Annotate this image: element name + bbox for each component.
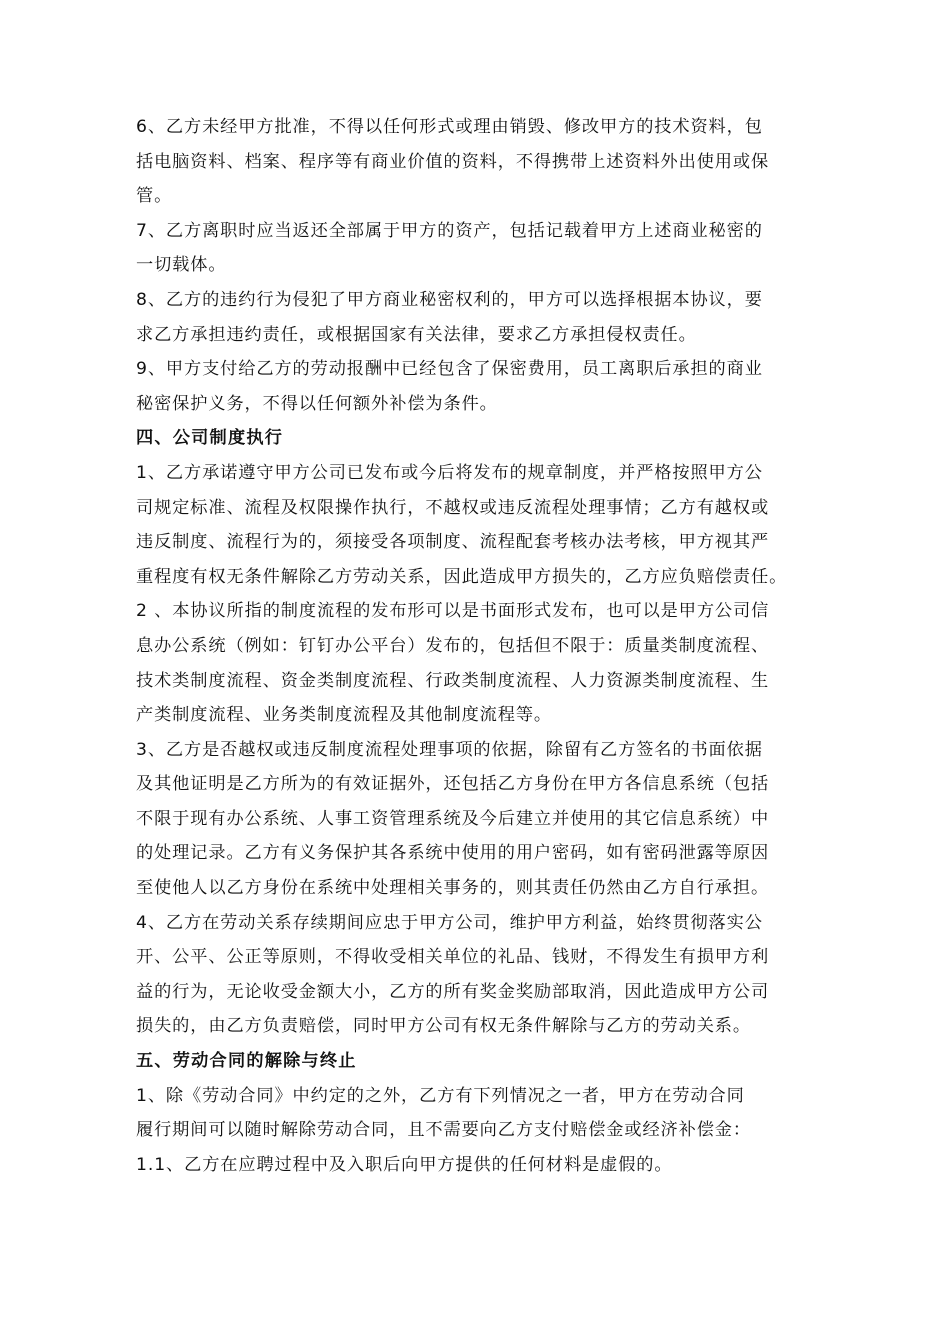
text-line: 1、除《劳动合同》中约定的之外，乙方有下列情况之一者，甲方在劳动合同 [136,1085,745,1106]
text-line: 一切载体。 [136,255,227,276]
text-line: 违反制度、流程行为的，须接受各项制度、流程配套考核办法考核，甲方视其严 [136,532,770,553]
text-line: 9、甲方支付给乙方的劳动报酬中已经包含了保密费用，员工离职后承担的商业 [136,359,763,380]
section-heading-contract-termination: 五、劳动合同的解除与终止 [136,1051,357,1072]
text-line: 求乙方承担违约责任，或根据国家有关法律，要求乙方承担侵权责任。 [136,324,697,345]
text-line: 6、乙方未经甲方批准，不得以任何形式或理由销毁、修改甲方的技术资料，包 [136,117,763,137]
text-line: 7、乙方离职时应当返还全部属于甲方的资产，包括记载着甲方上述商业秘密的 [136,220,763,241]
text-line: 息办公系统（例如：钉钉办公平台）发布的，包括但不限于：质量类制度流程、 [136,635,770,656]
text-line: 3、乙方是否越权或违反制度流程处理事项的依据，除留有乙方签名的书面依据 [136,739,763,760]
text-line: 管。 [136,186,173,207]
text-line: 至使他人以乙方身份在系统中处理相关事务的，则其责任仍然由乙方自行承担。 [136,878,770,899]
text-line: 2 、本协议所指的制度流程的发布形可以是书面形式发布，也可以是甲方公司信 [136,601,770,622]
text-line: 益的行为，无论收受金额大小，乙方的所有奖金奖励部取消，因此造成甲方公司 [136,981,770,1002]
text-line: 1.1、乙方在应聘过程中及入职后向甲方提供的任何材料是虚假的。 [136,1154,673,1175]
text-line: 技术类制度流程、资金类制度流程、行政类制度流程、人力资源类制度流程、生 [136,670,770,691]
text-line: 开、公平、公正等原则，不得收受相关单位的礼品、钱财，不得发生有损甲方利 [136,947,770,968]
text-line: 的处理记录。乙方有义务保护其各系统中使用的用户密码，如有密码泄露等原因 [136,843,770,864]
text-line: 括电脑资料、档案、程序等有商业价值的资料，不得携带上述资料外出使用或保 [136,151,770,172]
text-line: 产类制度流程、业务类制度流程及其他制度流程等。 [136,705,553,726]
text-line: 4、乙方在劳动关系存续期间应忠于甲方公司，维护甲方利益，始终贯彻落实公 [136,912,763,933]
text-line: 损失的，由乙方负责赔偿，同时甲方公司有权无条件解除与乙方的劳动关系。 [136,1016,751,1037]
text-line: 重程度有权无条件解除乙方劳动关系，因此造成甲方损失的，乙方应负赔偿责任。 [136,566,788,587]
text-line: 1、乙方承诺遵守甲方公司已发布或今后将发布的规章制度，并严格按照甲方公 [136,462,763,483]
text-line: 不限于现有办公系统、人事工资管理系统及今后建立并使用的其它信息系统）中 [136,808,770,829]
text-line: 8、乙方的违约行为侵犯了甲方商业秘密权利的，甲方可以选择根据本协议，要 [136,289,763,310]
text-line: 司规定标准、流程及权限操作执行，不越权或违反流程处理事情；乙方有越权或 [136,497,770,518]
text-line: 秘密保护义务，不得以任何额外补偿为条件。 [136,393,498,414]
section-heading-company-rules: 四、公司制度执行 [136,428,284,449]
text-line: 履行期间可以随时解除劳动合同，且不需要向乙方支付赔偿金或经济补偿金： [136,1120,751,1141]
document-body [136,110,816,1182]
text-line: 及其他证明是乙方所为的有效证据外，还包括乙方身份在甲方各信息系统（包括 [136,774,770,795]
